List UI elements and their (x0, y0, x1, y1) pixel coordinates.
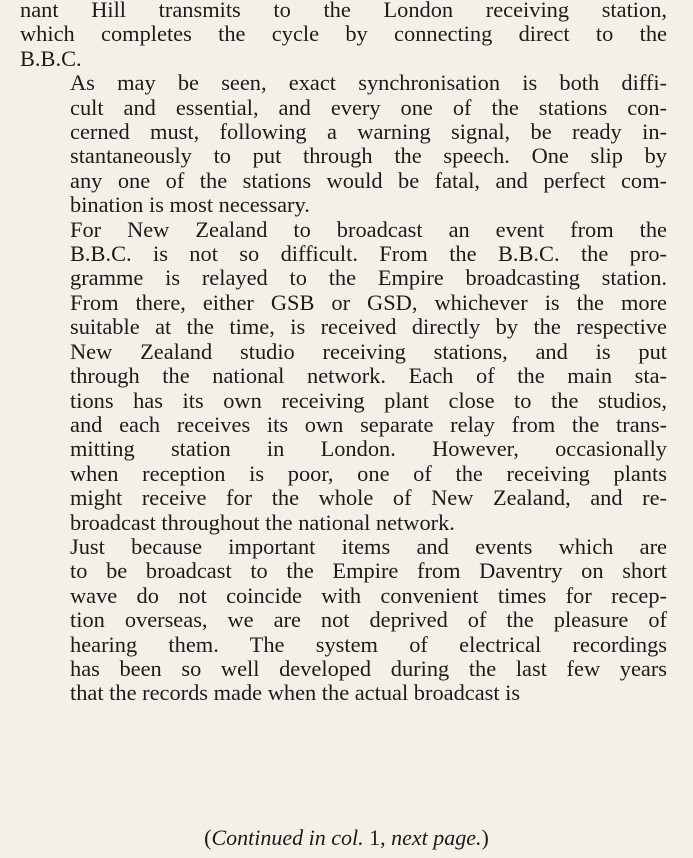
text-line: when reception is poor, one of the receiving plants (70, 460, 667, 486)
text-line: nant Hill transmits to the London receiving station, (20, 0, 667, 22)
text-line: and each receives its own separate relay from the trans- (70, 411, 667, 437)
text-line: bination is most necessary. (70, 192, 310, 218)
text-line: cerned must, following a warning signal, be ready in- (70, 119, 667, 145)
continuation-open-paren: ( (204, 825, 212, 850)
text-line: Just because important items and events which are (70, 533, 667, 559)
text-line: stantaneously to put through the speech. One slip by (70, 143, 667, 169)
text-line: New Zealand studio receiving stations, and is put (70, 338, 667, 364)
article-paragraph (20, 535, 667, 706)
text-line: tion overseas, we are not deprived of the pleasure of (70, 607, 667, 633)
text-line: mitting station in London. However, occasionally (70, 436, 667, 462)
text-line: B.B.C. is not so difficult. From the B.B.C. the pro- (70, 241, 667, 267)
continuation-close-paren: ) (481, 825, 489, 850)
text-line: broadcast throughout the national network. (70, 509, 455, 535)
text-line: through the national network. Each of the main sta- (70, 363, 667, 389)
text-line: wave do not coincide with convenient times for recep- (70, 582, 667, 608)
continuation-column-number: 1, (363, 825, 392, 850)
article-paragraph (20, 71, 667, 217)
text-line: cult and essential, and every one of the stations con- (70, 94, 667, 120)
text-line: which completes the cycle by connecting direct to the (20, 21, 667, 47)
text-line: tions has its own receiving plant close to the studios, (70, 387, 667, 413)
text-line: might receive for the whole of New Zealand, and re- (70, 485, 667, 511)
text-line: any one of the stations would be fatal, and perfect com- (70, 167, 667, 193)
text-line: B.B.C. (20, 45, 82, 71)
text-line: As may be seen, exact synchronisation is both diffi- (70, 70, 667, 96)
text-line: has been so well developed during the last few years (70, 655, 667, 681)
article-paragraph (20, 218, 667, 535)
text-line: For New Zealand to broadcast an event from the (70, 216, 667, 242)
continuation-note (0, 826, 693, 850)
article-paragraph (20, 0, 667, 71)
article-body (20, 0, 667, 706)
text-line: gramme is relayed to the Empire broadcasting station. (70, 265, 667, 291)
continuation-label: Continued in col. (211, 825, 364, 850)
continuation-next-page: next page. (391, 825, 482, 850)
text-line: From there, either GSB or GSD, whichever is the more (70, 289, 667, 315)
text-line: that the records made when the actual broadcast is (70, 680, 521, 706)
text-line: hearing them. The system of electrical recordings (70, 631, 667, 657)
text-line: suitable at the time, is received directly by the respective (70, 314, 667, 340)
text-line: to be broadcast to the Empire from Daventry on short (70, 558, 667, 584)
